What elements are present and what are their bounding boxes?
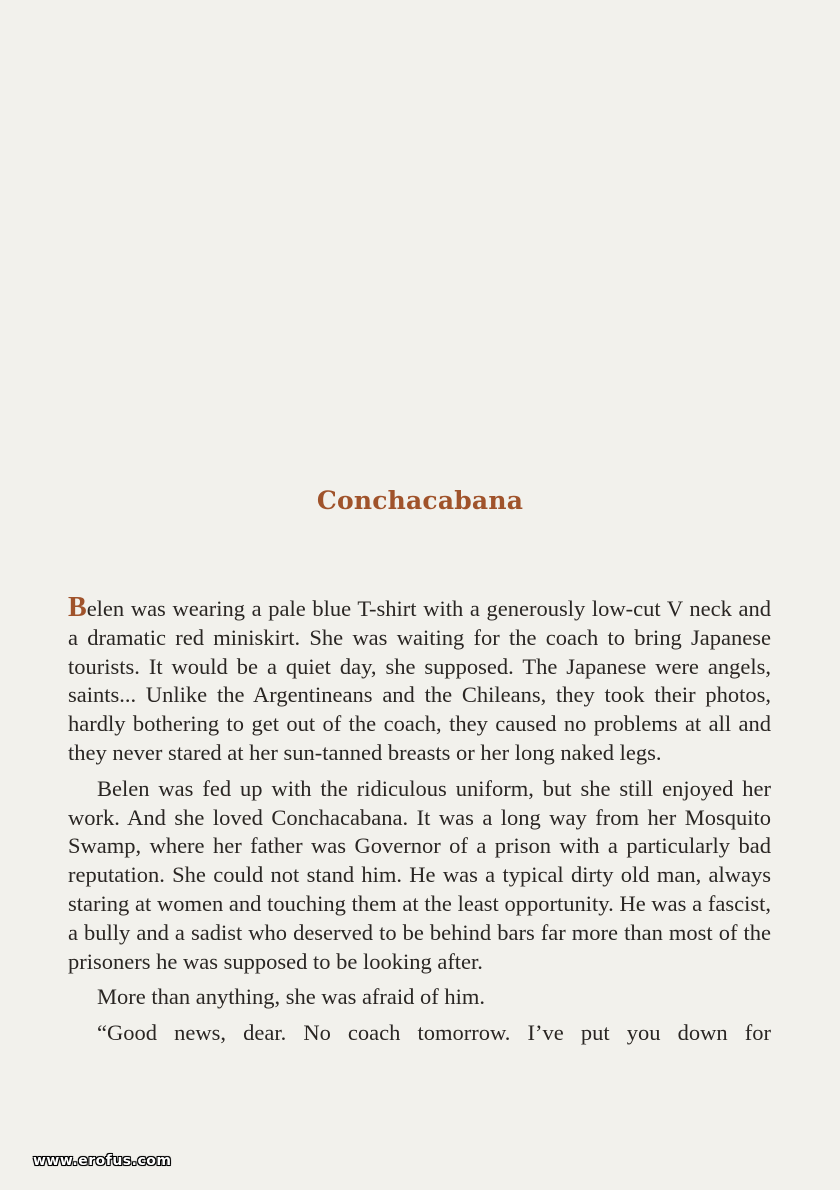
chapter-body [68, 594, 771, 1055]
paragraph-1 [68, 594, 771, 768]
paragraph-2: Belen was fed up with the ridiculous uniform, but she still enjoyed her work. And she loved Conchacabana. It was a long way from her Mosquito Swamp, where her father was Governor of a prison with a particularly bad reputation. She could not stand him. He was a typical dirty old man, always staring at women and touching them at the least opportunity. He was a fascist, a bully and a sadist who deserved to be behind bars far more than most of the prisoners he was supposed to be looking after. [68, 775, 771, 974]
paragraph-4: “Good news, dear. No coach tomorrow. I’ve put you down for [97, 1020, 771, 1046]
site-watermark: www.erofus.com [33, 1153, 172, 1169]
drop-initial: B [68, 592, 87, 623]
chapter-title: Conchacabana [316, 486, 524, 515]
paragraph-1-text: elen was wearing a pale blue T-shirt with a generously low-cut V neck and a dramatic red miniskirt. She was waiting for the coach to bring Japanese tourists. It would be a quiet day, she supposed. The Japanese were angels, saints... Unlike the Argentineans and the Chileans, they took their photos, hardly bothering to get out of the coach, they caused no problems at all and they never stared at her sun-tanned breasts or her long naked legs. [68, 596, 771, 765]
paragraph-3: More than anything, she was afraid of him. [97, 984, 486, 1010]
